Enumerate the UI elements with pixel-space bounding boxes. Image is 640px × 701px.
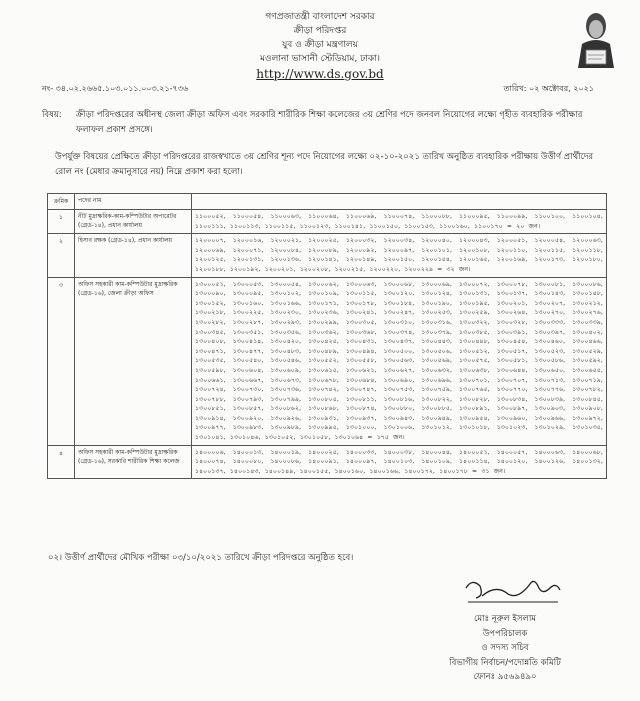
- row-roll-numbers: ১৪০০০০৬, ১৪০০০১৩, ১৪০০০১৯, ১৪০০০২৫, ১৪০০০৩৩, ১৪০০০৩৮, ১৪০০০৪৪, ১৪০০০৫১, ১৪০০০৫৭, ১৪০০০৬৩, ১৪০০০৬৮, ১৪০০০৭৪, ১৪০০০৮০, ১৪০০০৮৬, ১৪০০০৯১, ১৪০০০৯৭, ১৪০০১০৩, ১৪০০১০৯, ১৪০০১১৪, ১৪০০১২০, ১৪০০১২৬, ১৪০০১৩২, ১৪০০১৩৭, ১৪০০১৪৩, ১৪০০১৪৯, ১৪০০১৫৫, ১৪০০১৬০, ১৪০০১৬৬, ১৪০০১৭২, ১৪০০১৭৮ = ৩১ জন।: [192, 445, 607, 479]
- table-row: [48, 210, 607, 234]
- row-roll-numbers: ১৩০০০৫১, ১৩০০০৫৩, ১৩০০০৫৪, ১৩০০০৬২, ১৩০০০৬৩, ১৩০০০৬৮, ১৩০০০৬৯, ১৩০০০৭২, ১৩০০০৭৮, ১৩০০০৮১, ১৩০০০৮৬, ১৩০০০৯০, ১৩০০০৯৫, ১৩০০১০২, ১৩০০১০৯, ১৩০০১১৫, ১৩০০১২০, ১৩০০১২৪, ১৩০০১৩১, ১৩০০১৩৭, ১৩০০১৪৩, ১৩০০১৪৮, ১৩০০১৫২, ১৩০০১৬০, ১৩০০১৬৬, ১৩০০১৭১, ১৩০০১৭৮, ১৩০০১৮৪, ১৩০০১৯০, ১৩০০১৯৫, ১৩০০২০১, ১৩০০২০৭, ১৩০০২১২, ১৩০০২১৮, ১৩০০২২৫, ১৩০০২৩০, ১৩০০২৩৬, ১৩০০২৪১, ১৩০০২৪৭, ১৩০০২৫৩, ১৩০০২৫৯, ১৩০০২৬৪, ১৩০০২৭০, ১৩০০২৭৬, ১৩০০২৮২, ১৩০০২৮৭, ১৩০০২৯৩, ১৩০০২৯৯, ১৩০০৩০৫, ১৩০০৩১০, ১৩০০৩১৬, ১৩০০৩২২, ১৩০০৩২৮, ১৩০০৩৩৩, ১৩০০৩৩৯, ১৩০০৩৪৫, ১৩০০৩৫১, ১৩০০৩৫৬, ১৩০০৩৬২, ১৩০০৩৬৮, ১৩০০৩৭৪, ১৩০০৩৭৯, ১৩০০৩৮৫, ১৩০০৩৯১, ১৩০০৩৯৭, ১৩০০৪০২, ১৩০০৪০৮, ১৩০০৪১৪, ১৩০০৪২০, ১৩০০৪২৫, ১৩০০৪৩১, ১৩০০৪৩৭, ১৩০০৪৪৩, ১৩০০৪৪৮, ১৩০০৪৫৪, ১৩০০৪৬০, ১৩০০৪৬৬, ১৩০০৪৭১, ১৩০০৪৭৭, ১৩০০৪৮৩, ১৩০০৪৮৯, ১৩০০৪৯৪, ১৩০০৫০০, ১৩০০৫০৬, ১৩০০৫১২, ১৩০০৫১৭, ১৩০০৫২৩, ১৩০০৫২৯, ১৩০০৫৩৫, ১৩০০৫৪০, ১৩০০৫৪৬, ১৩০০৫৫২, ১৩০০৫৫৮, ১৩০০৫৬৩, ১৩০০৫৬৯, ১৩০০৫৭৫, ১৩০০৫৮১, ১৩০০৫৮৬, ১৩০০৫৯২, ১৩০০৫৯৮, ১৩০০৬০৪, ১৩০০৬০৯, ১৩০০৬১৫, ১৩০০৬২১, ১৩০০৬২৭, ১৩০০৬৩২, ১৩০০৬৩৮, ১৩০০৬৪৪, ১৩০০৬৫০, ১৩০০৬৫৫, ১৩০০৬৬১, ১৩০০৬৬৭, ১৩০০৬৭৩, ১৩০০৬৭৮, ১৩০০৬৮৪, ১৩০০৬৯০, ১৩০০৬৯৬, ১৩০০৭০১, ১৩০০৭০৭, ১৩০০৭১৩, ১৩০০৭১৯, ১৩০০৭২৪, ১৩০০৭৩০, ১৩০০৭৩৬, ১৩০০৭৪২, ১৩০০৭৪৭, ১৩০০৭৫৩, ১৩০০৭৫৯, ১৩০০৭৬৫, ১৩০০৭৭০, ১৩০০৭৭৬, ১৩০০৭৮২, ১৩০০৭৮৮, ১৩০০৭৯৩, ১৩০০৭৯৯, ১৩০০৮০৫, ১৩০০৮১১, ১৩০০৮১৬, ১৩০০৮২২, ১৩০০৮২৮, ১৩০০৮৩৪, ১৩০০৮৩৯, ১৩০০৮৪৫, ১৩০০৮৫১, ১৩০০৮৫৭, ১৩০০৮৬২, ১৩০০৮৬৮, ১৩০০৮৭৪, ১৩০০৮৮০, ১৩০০৮৮৫, ১৩০০৮৯১, ১৩০০৮৯৭, ১৩০০৯০৩, ১৩০০৯০৮, ১৩০০৯১৪, ১৩০০৯২০, ১৩০০৯২৬, ১৩০০৯৩১, ১৩০০৯৩৭, ১৩০০৯৪৩, ১৩০০৯৪৯, ১৩০০৯৫৪, ১৩০০৯৬০, ১৩০০৯৬৬, ১৩০০৯৭২, ১৩০০৯৭৭, ১৩০০৯৮৩, ১৩০০৯৮৯, ১৩০০৯৯৫, ১৩০১০০০, ১৩০১০০৬, ১৩০১০১২, ১৩০১০১৮, ১৩০১০২৩, ১৩০১০২৯, ১৩০১০৩৫, ১৩০১০৪১, ১৩০১০৪৬, ১৩০১০৫২, ১৩০১০৫৮, ১৩০১০৬৪ = ১৭৫ জন।: [192, 277, 607, 445]
- header-ministry: যুব ও ক্রীড়া মন্ত্রণালয়: [282, 40, 358, 50]
- table-header-row: [48, 194, 607, 210]
- letter-date: তারিখ: ০২ অক্টোবর, ২০২১: [503, 84, 594, 93]
- row-serial: ৩: [48, 277, 75, 445]
- table-row: [48, 277, 607, 445]
- body-paragraph: উপর্যুক্ত বিষয়ের প্রেক্ষিতে ক্রীড়া পরিদপ্তরের রাজস্বখাতে ৩য় শ্রেণির শূন্য পদে নিয়োগের লক্ষ্যে ০২-১০-২০২১ তারিখ অনুষ্ঠিত ব্যবহারিক পরীক্ষায় উত্তীর্ণ প্রার্থীদের রোল নং (মেধার ক্রমানুসারে নয়) নিম্নে প্রকাশ করা হলো।: [55, 152, 594, 177]
- mujib-portrait-logo: [572, 6, 620, 72]
- row-post-name: হিসাব রক্ষক (গ্রেড-১৪), প্রধান কার্যালয়: [75, 234, 192, 277]
- col-rolls-header: [192, 194, 607, 210]
- viva-note: ০২। উত্তীর্ণ প্রার্থীদের মৌখিক পরীক্ষা ০৩/১০/২০২১ তারিখে ক্রীড়া পরিদপ্তরে অনুষ্ঠিত হবে।: [48, 553, 354, 563]
- signatory-role: ও সদস্য সচিব: [481, 643, 529, 653]
- memo-number: নং- ৩৪.০২.২৬৬৫.১০৩.০১১.০০৩.২১-৭৩৬: [42, 84, 189, 93]
- row-roll-numbers: ১২০০০০৭, ১২০০০১৬, ১২০০০২১, ১২০০০২৫, ১২০০০৩২, ১২০০০৩৪, ১২০০০৪০, ১২০০০৪৩, ১২০০০৫১, ১২০০০৫৪, ১২০০০৬৩, ১২০০০৬৯, ১২০০০৭১, ১২০০০৮৪, ১২০০০৮৯, ১২০০০৯২, ১২০০০৯৭, ১২০০১০১, ১২০০১০৮, ১২০০১১০, ১২০০১১৫, ১২০০১১৮, ১২০০১২৫, ১২০০১৩১, ১২০০১৩৬, ১২০০১৪১, ১২০০১৪৯, ১২০০১৫০, ১২০০১৫৪, ১২০০১৬৫, ১২০০১৬৯, ১২০০১৭৩, ১২০০১৮০, ১২০০১৮৮, ১২০০১৯২, ১২০০২০১, ১২০০২০৮, ১২০০২১৫, ১২০০২২০, ১২০০২২৯ = ৩২ জন।: [192, 234, 607, 277]
- signatory-phone: ফোনঃ ৯৫৬৯৪৯০: [473, 672, 537, 682]
- row-serial: ১: [48, 210, 75, 234]
- result-table: [47, 193, 607, 479]
- header-address: মওলানা ভাসানী স্টেডিয়াম, ঢাকা।: [260, 54, 380, 64]
- subject-label: বিষয়:: [42, 110, 62, 120]
- col-post-header: পদের নাম: [75, 194, 192, 210]
- row-post-name: অফিস সহকারী কাম-কম্পিউটার মুদ্রাক্ষরিক (গ্রেড-১৬), জেলা ক্রীড়া অফিস: [75, 277, 192, 445]
- letterhead: [0, 10, 640, 82]
- signatory-designation: উপপরিচালক: [482, 628, 528, 639]
- row-serial: ৪: [48, 445, 75, 479]
- signatory-committee: বিভাগীয় নির্বাচন/পদোন্নতি কমিটি: [449, 657, 561, 668]
- handwritten-signature: [438, 574, 578, 610]
- header-website-link[interactable]: http://www.ds.gov.bd: [256, 67, 384, 81]
- row-roll-numbers: ১১০০০৫২, ১১০০০৫৪, ১১০০০৬৩, ১১০০০৬৪, ১১০০০৬৯, ১১০০০৭৪, ১১০০০৮৮, ১১০০০৯৫, ১১০০০৯৯, ১১০০১০০, ১১০০১০৪, ১১০০১১১, ১১০০১১৩, ১১০০১১৫, ১১০০১২৩, ১১০০১৪১, ১১০০১৫০, ১১০০১৫৩, ১১০০১৬০, ১১০০১৭০ = ২০ জন।: [192, 210, 607, 234]
- header-office: ক্রীড়া পরিদপ্তর: [293, 26, 347, 36]
- col-serial-header: ক্রমিক: [48, 194, 75, 210]
- header-govt: গণপ্রজাতন্ত্রী বাংলাদেশ সরকার: [265, 12, 375, 22]
- row-serial: ২: [48, 234, 75, 277]
- subject-text: ক্রীড়া পরিদপ্তরের অধীনস্থ জেলা ক্রীড়া অফিস এবং সরকারি শারীরিক শিক্ষা কলেজের ৩য় শ্রেণির পদে জনবল নিয়োগের লক্ষ্যে গৃহীত ব্যবহারিক পরীক্ষার ফলাফল প্রকাশ প্রসঙ্গে।: [76, 110, 583, 135]
- table-row: [48, 234, 607, 277]
- signatory-name: মোঃ নূরুল ইসলাম: [473, 614, 537, 624]
- row-post-name: নীট মুদ্রাক্ষরিক-কাম-কম্পিউটার অপারেটর (গ্রেড-১৪), প্রধান কার্যালয়: [75, 210, 192, 234]
- subject: [42, 108, 602, 138]
- table-row: [48, 445, 607, 479]
- row-post-name: অফিস সহকারী কাম-কম্পিউটার মুদ্রাক্ষরিক (গ্রেড-১৬), সরকারি শারীরিক শিক্ষা কলেজ: [75, 445, 192, 479]
- signature-block: [420, 612, 590, 685]
